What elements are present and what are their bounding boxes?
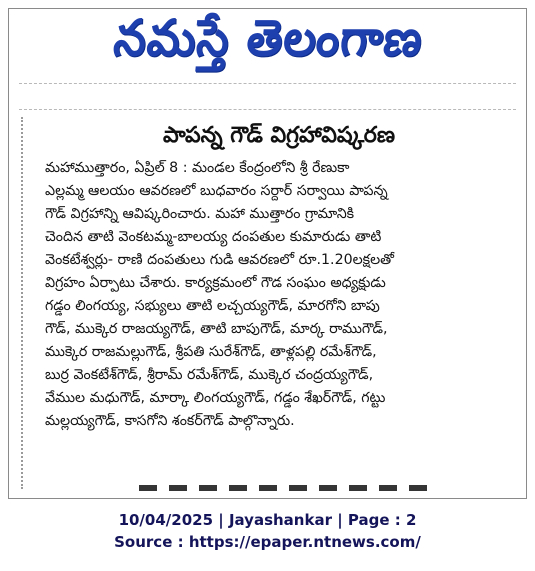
section-divider (19, 109, 516, 110)
article-line: గడ్డం లింగయ్య, సభ్యులు తాటి లచ్చయ్యగౌడ్, మారగోని బాపు (45, 298, 380, 314)
masthead-divider (19, 83, 516, 84)
article-line: వెంకటేశ్వర్లు- రాణి దంపతులు గుడి ఆవరణలో రూ.1.20లక్షలతో (45, 252, 394, 268)
clipping-source: Source : https://epaper.ntnews.com/ (114, 533, 421, 551)
article-line: గౌడ్ విగ్రహాన్ని ఆవిష్కరించారు. మహా ముత్తారం గ్రామానికి (45, 206, 355, 222)
clipping-info: 10/04/2025 | Jayashankar | Page : 2 (118, 511, 417, 529)
article-line: మహాముత్తారం, ఏప్రిల్ 8 : మండల కేంద్రంలోని శ్రీ రేణుకా (45, 160, 350, 176)
article-line: చెందిన తాటి వెంకటమ్మ-బాలయ్య దంపతుల కుమారుడు తాటి (45, 229, 382, 245)
article-line: ఎల్లమ్మ ఆలయం ఆవరణలో బుధవారం సర్దార్ సర్వాయి పాపన్న (45, 183, 388, 199)
article-line: ముక్కెర రాజమల్లుగౌడ్, శ్రీపతి సురేశ్‌గౌడ్, తాళ్లపల్లి రమేశ్‌గౌడ్, (45, 344, 377, 360)
clipping-frame (8, 8, 527, 499)
article-line: బుర్ర వెంకటేశ్‌గౌడ్, శ్రీరామ్ రమేశ్‌గౌడ్, ముక్కెర చంద్రయ్యగౌడ్, (45, 367, 374, 383)
article-line: గౌడ్, ముక్కెర రాజయ్యగౌడ్, తాటి బాపుగౌడ్, మార్క రాముగౌడ్, (45, 321, 388, 337)
article-line: విగ్రహం ఏర్పాటు చేశారు. కార్యక్రమంలో గౌడ సంఘం అధ్యక్షుడు (45, 275, 386, 291)
masthead-title: నమస్తే తెలంగాణ (110, 8, 426, 67)
column-rule (21, 117, 23, 489)
article-headline: పాపన్న గౌడ్ విగ్రహావిష్కరణ (163, 123, 395, 148)
article-line: మల్లయ్యగౌడ్, కాసగోని శంకర్‌గౌడ్ పాల్గొన్నారు. (45, 413, 295, 429)
article-body (45, 157, 519, 433)
clipped-next-headline (139, 485, 439, 491)
article-line: వేముల మధుగౌడ్, మార్కా లింగయ్యగౌడ్, గడ్డం శేఖర్‌గౌడ్, గట్టు (45, 390, 386, 406)
newspaper-masthead (9, 9, 526, 79)
